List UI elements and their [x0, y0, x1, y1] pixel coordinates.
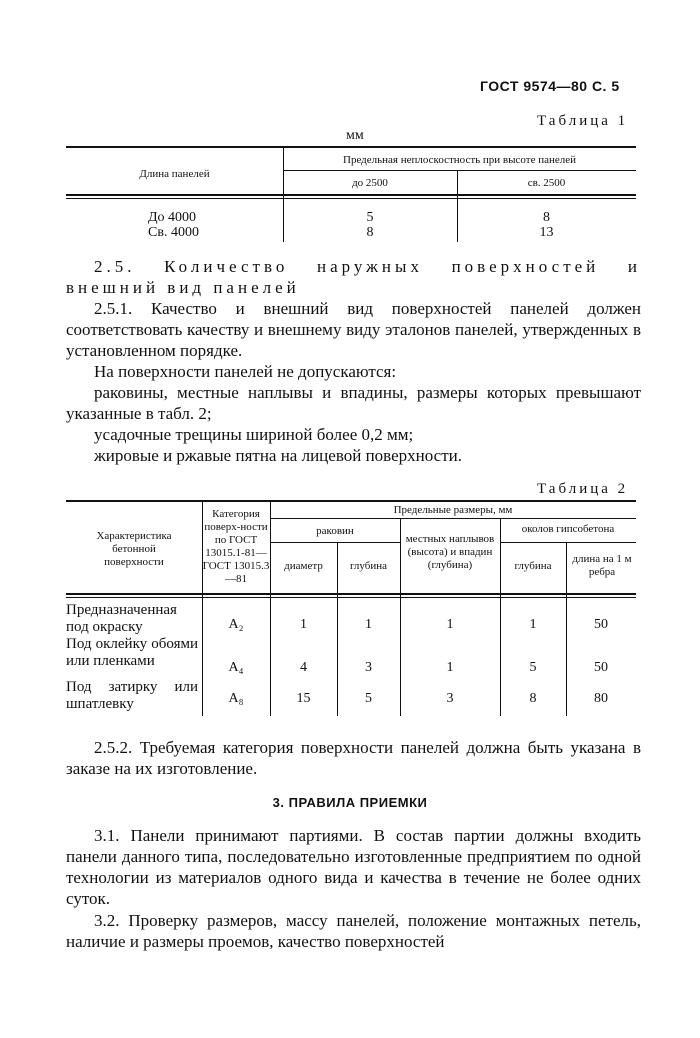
not-allowed-intro: На поверхности панелей не допускаются:: [94, 362, 397, 381]
table2-row2-chip-depth: 5: [529, 660, 537, 675]
table2-row3-char: Под затирку или шпатлевку: [66, 679, 198, 712]
table1-col-group: Предельная неплоскостность при высоте панелей: [343, 154, 576, 166]
table2-col-diam: диаметр: [284, 560, 323, 572]
defect-item-2: усадочные трещины шириной более 0,2 мм;: [94, 425, 414, 444]
section-2-5-heading-cont: внешний вид панелей: [66, 278, 300, 297]
section-3-title: 3. ПРАВИЛА ПРИЕМКИ: [272, 795, 428, 810]
section-2-5-heading: 2.5. Количество наружных поверхностей и: [94, 257, 641, 276]
table2-col-depth: глубина: [349, 560, 388, 572]
table2-col-chip-depth: глубина: [514, 560, 552, 572]
table2-caption: Таблица 2: [537, 481, 629, 497]
table2-row2-chip-len: 50: [594, 660, 608, 675]
table2-col-shells: раковин: [316, 525, 354, 537]
table2-row3-depth: 5: [365, 691, 372, 706]
table2-row1-depth: 1: [365, 617, 372, 632]
paragraph-2-5-1: 2.5.1. Качество и внешний вид поверхностей панелей должен соответствовать качеству и внешнему виду эталонов панелей, утвержденных в установленном порядке.: [66, 299, 641, 360]
table1-row2-a: 8: [366, 225, 374, 240]
paragraph-3-1: 3.1. Панели принимают партиями. В состав партии должны входить панели данного типа, последовательно изготовленные предприятием по одной технологии из материалов одного вида и качества в течение не более одних суток.: [66, 826, 641, 908]
table2-col-char: Характеристика бетонной поверхности: [96, 530, 172, 568]
table2-col-local: местных наплывов (высота) и впадин (глубина): [405, 533, 495, 571]
table2-row3-diam: 15: [296, 691, 311, 706]
table2-row2-char: Под оклейку обоями или пленками: [66, 636, 198, 669]
table2-row2-depth: 3: [365, 660, 372, 675]
defect-item-3: жировые и ржавые пятна на лицевой поверхности.: [94, 446, 462, 465]
table2-col-cat: Категория поверх-ности по ГОСТ 13015.1-81—ГОСТ 13015.3—81: [202, 508, 270, 585]
table2-row2-diam: 4: [300, 660, 307, 675]
table2-row2-local: 1: [446, 660, 454, 675]
table2-row1-local: 1: [446, 617, 454, 632]
table1-col-a: до 2500: [352, 177, 388, 189]
table2-row3-local: 3: [446, 691, 454, 706]
page-header: ГОСТ 9574—80 С. 5: [480, 78, 620, 94]
table1-row1-b: 8: [543, 210, 550, 225]
table1-col-b: св. 2500: [527, 177, 566, 189]
table2-row1-chip-len: 50: [594, 617, 608, 632]
table2-col-chip-len: длина на 1 м ребра: [572, 553, 632, 578]
table1-row1-length: До 4000: [148, 210, 197, 225]
table2-row1-cat: А₂: [228, 617, 244, 632]
table2-row2-cat: А₄: [228, 660, 244, 675]
table2-row1-char: Предназначенная под окраску: [66, 602, 177, 635]
table2-row3-chip-depth: 8: [529, 691, 537, 706]
table1-row1-a: 5: [366, 210, 374, 225]
paragraph-3-2: 3.2. Проверку размеров, массу панелей, положение монтажных петель, наличие и размеры проемов, качество поверхностей: [66, 911, 641, 951]
table1-caption: Таблица 1: [537, 113, 629, 129]
table2-col-chips: околов гипсобетона: [521, 523, 615, 535]
paragraph-2-5-2: 2.5.2. Требуемая категория поверхности панелей должна быть указана в заказе на их изготовление.: [66, 738, 641, 778]
table1-col-length: Длина панелей: [139, 168, 210, 180]
table1-row2-b: 13: [539, 225, 554, 240]
defect-item-1: раковины, местные наплывы и впадины, размеры которых превышают указанные в табл. 2;: [66, 383, 641, 423]
table2-row1-diam: 1: [300, 617, 307, 632]
table2-row1-chip-depth: 1: [529, 617, 537, 632]
table2-row3-cat: А₈: [228, 691, 244, 706]
table1-unit: мм: [346, 128, 364, 143]
table2-col-limits: Предельные размеры, мм: [393, 504, 513, 516]
table1-row2-length: Св. 4000: [148, 225, 199, 240]
table2-row3-chip-len: 80: [594, 691, 608, 706]
